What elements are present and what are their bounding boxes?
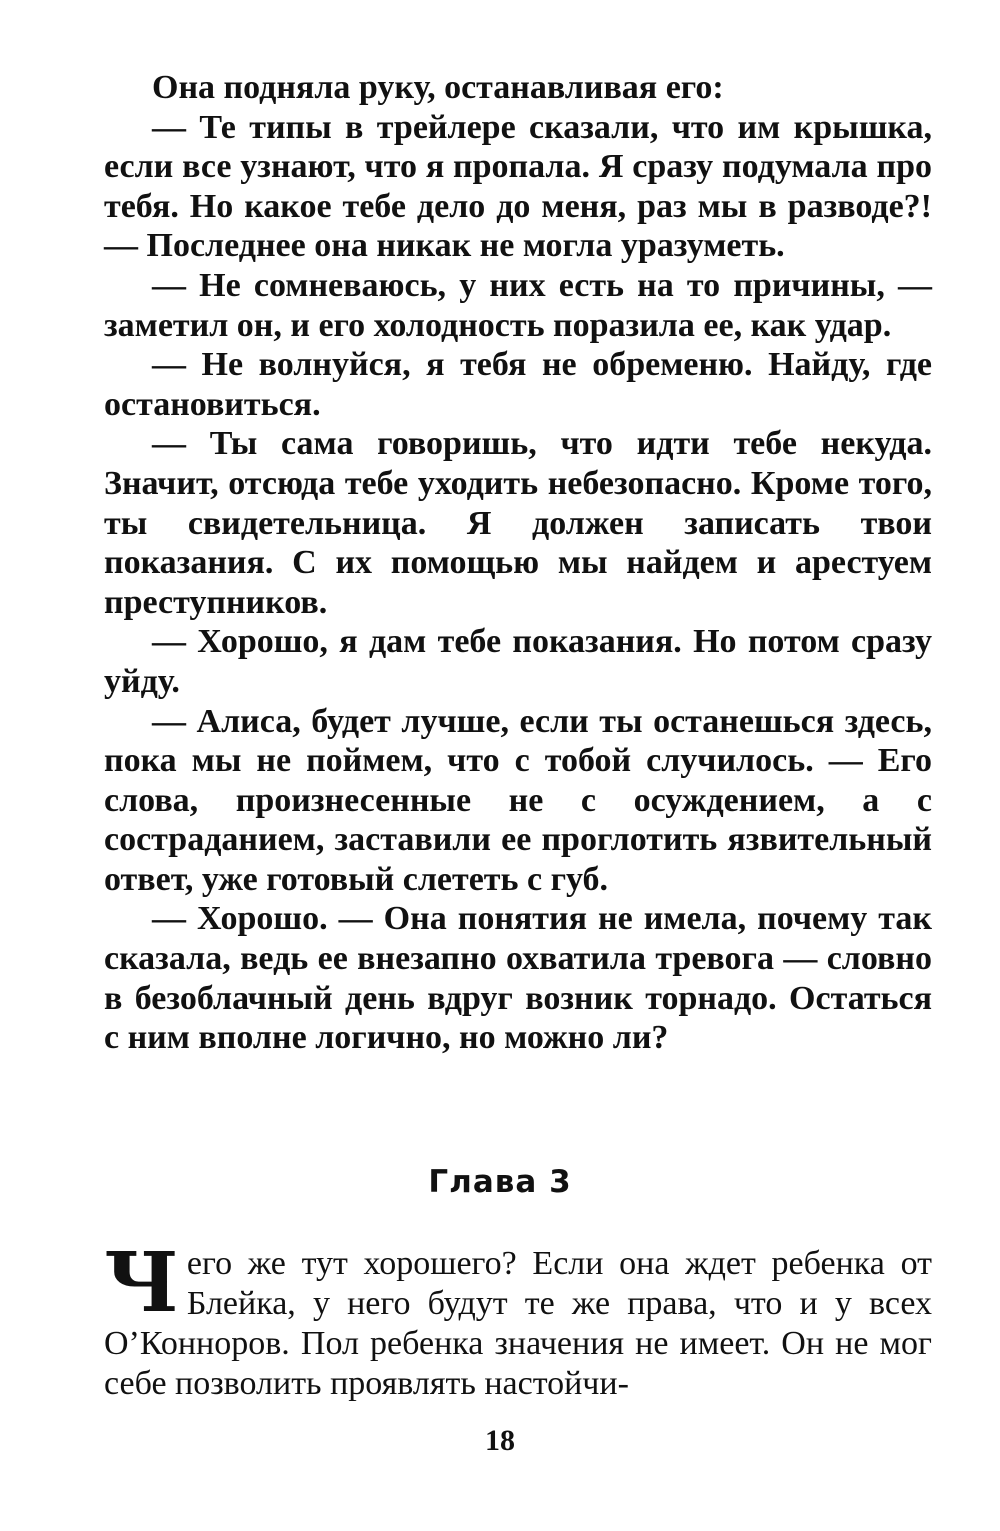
paragraph: — Не сомневаюсь, у них есть на то причины, — заметил он, и его холодность поразила ее, как удар. (104, 266, 932, 344)
body-text (104, 68, 932, 1058)
paragraph: — Хорошо, я дам тебе показания. Но потом сразу уйду. (104, 623, 932, 700)
chapter-first-paragraph: его же тут хорошего? Если она ждет ребенка от Блейка, у него будут те же права, что и у всех О’Конноров. Пол ребенка значения не имеет. Он не мог себе позволить проявлять настойчи- (104, 1245, 932, 1402)
paragraph: Она подняла руку, останавливая его: (152, 69, 724, 106)
page-number: 18 (485, 1424, 515, 1457)
paragraph: — Не волнуйся, я тебя не обременю. Найду, где остановиться. (104, 346, 932, 423)
chapter-text (104, 1235, 932, 1404)
paragraph: — Те типы в трейлере сказали, что им крышка, если все узнают, что я пропала. Я сразу подумала про тебя. Но какое тебе дело до меня, раз мы в разводе?! — Последнее она никак не могла уразуметь. (104, 108, 932, 265)
chapter-heading: Глава 3 (428, 1164, 572, 1200)
paragraph: — Алиса, будет лучше, если ты останешься здесь, пока мы не поймем, что с тобой случилось. — Его слова, произнесенные не с осуждением, а с состраданием, заставили ее проглотить язвительный ответ, уже готовый слететь с губ. (104, 702, 932, 898)
paragraph: — Хорошо. — Она понятия не имела, почему так сказала, ведь ее внезапно охватила тревога — словно в безоблачный день вдруг возник торнадо. Остаться с ним вполне логично, но можно ли? (104, 900, 932, 1057)
paragraph: — Ты сама говоришь, что идти тебе некуда. Значит, отсюда тебе уходить небезопасно. Кроме того, ты свидетельница. Я должен записать твои показания. С их помощью мы найдем и арестуем преступников. (104, 425, 932, 621)
drop-cap: Ч (104, 1235, 179, 1331)
